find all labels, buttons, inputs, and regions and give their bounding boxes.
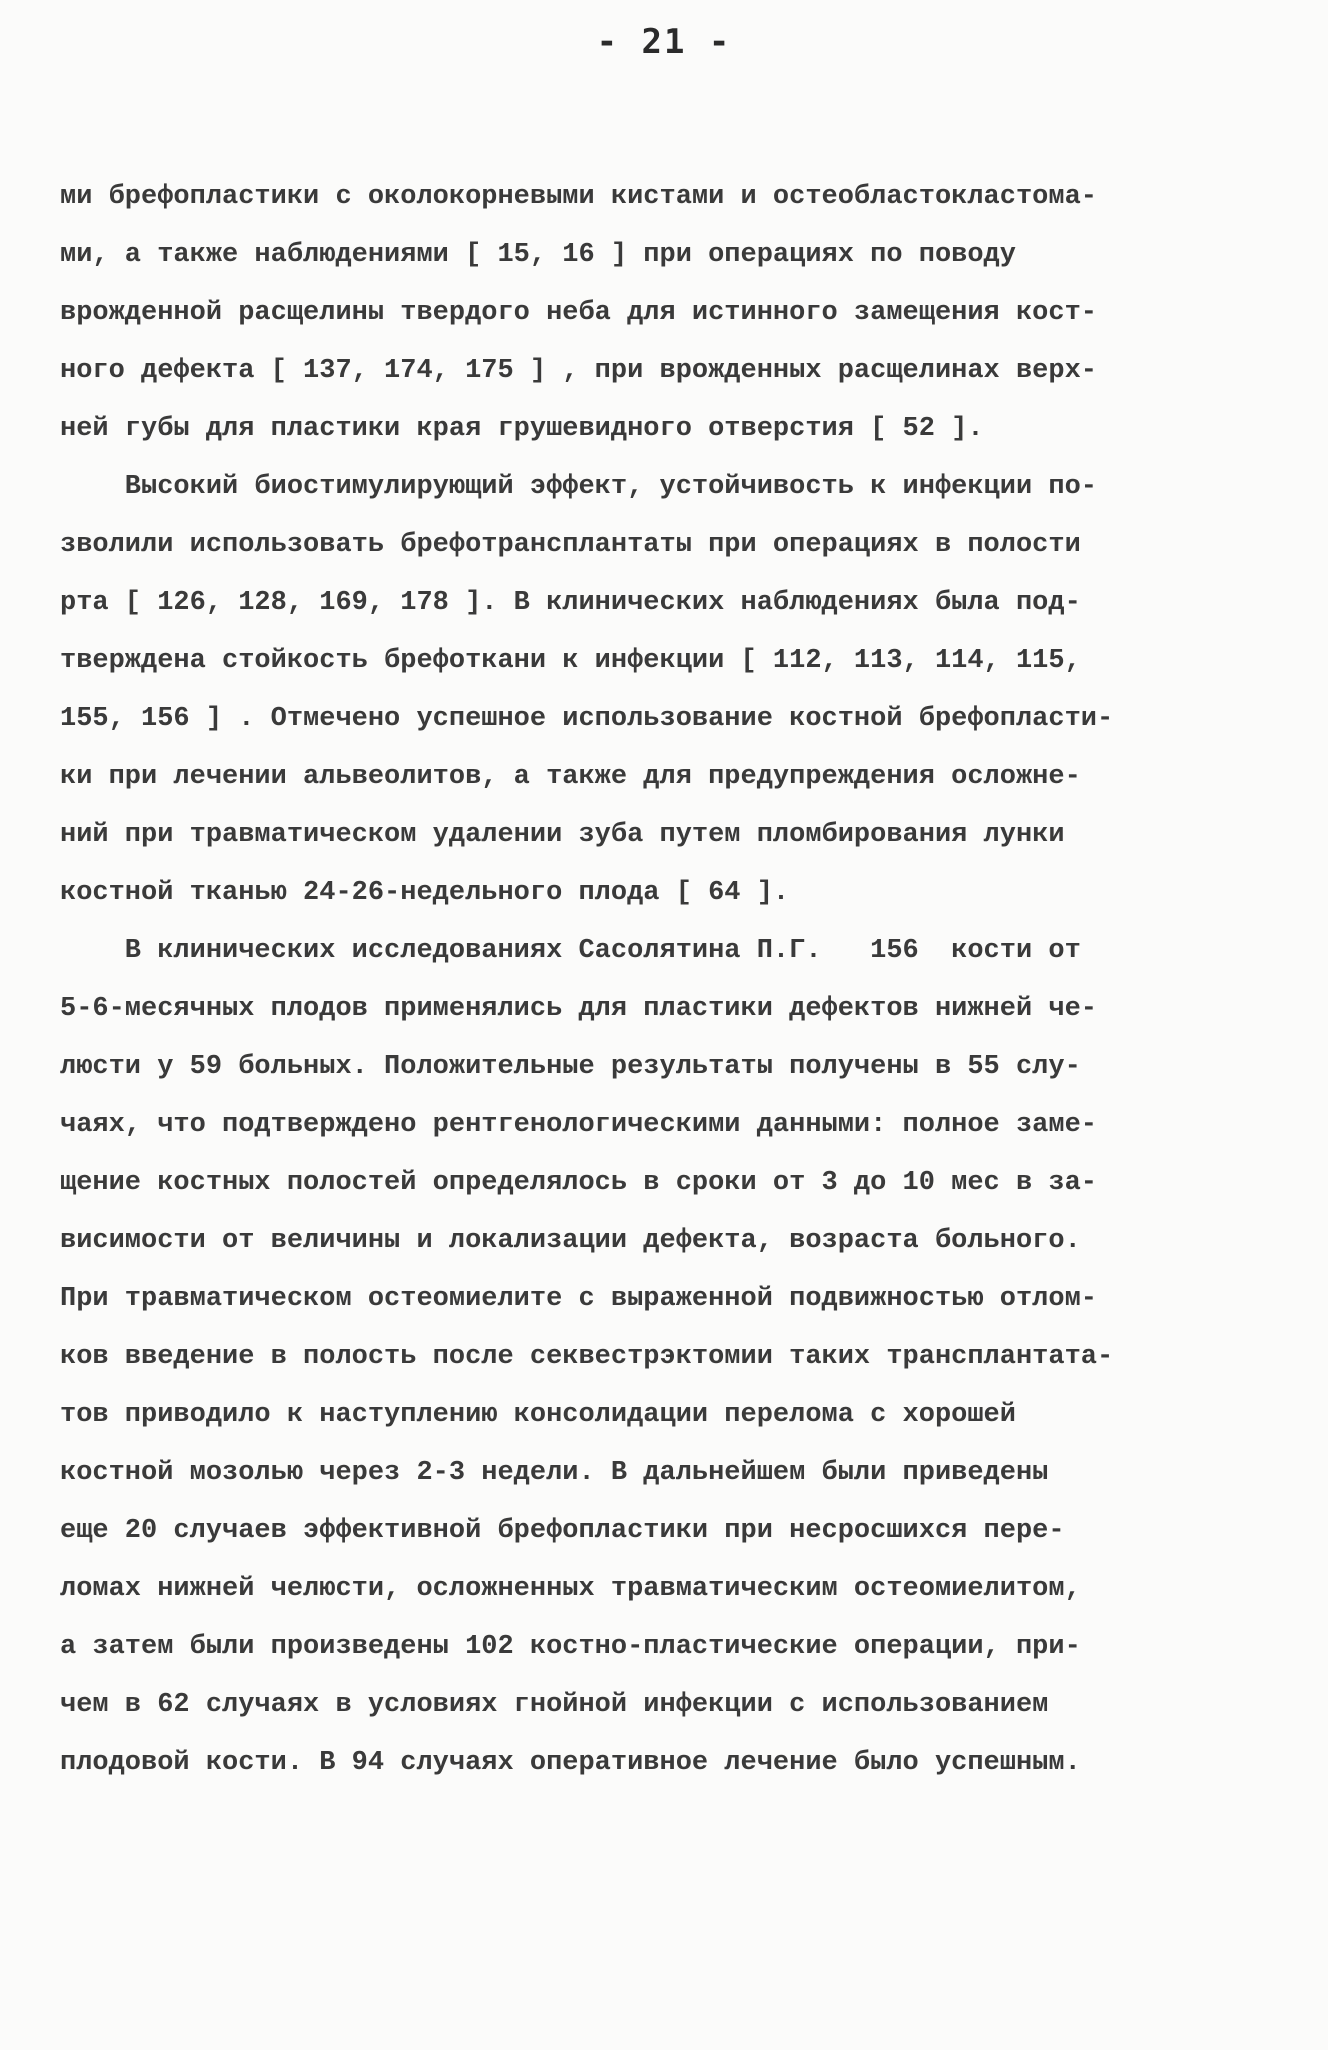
text-line: висимости от величины и локализации дефекта, возраста больного. bbox=[60, 1226, 1081, 1256]
text-line: тов приводило к наступлению консолидации перелома с хорошей bbox=[60, 1400, 1016, 1430]
text-line: ней губы для пластики края грушевидного отверстия [ 52 ]. bbox=[60, 414, 984, 444]
page-number: - 21 - bbox=[596, 22, 732, 62]
text-line: ми, а также наблюдениями [ 15, 16 ] при операциях по поводу bbox=[60, 240, 1016, 270]
text-line: При травматическом остеомиелите с выраженной подвижностью отлом- bbox=[60, 1284, 1097, 1314]
text-line: ний при травматическом удалении зуба путем пломбирования лунки bbox=[60, 820, 1065, 850]
text-line: плодовой кости. В 94 случаях оперативное лечение было успешным. bbox=[60, 1748, 1081, 1778]
text-line: рта [ 126, 128, 169, 178 ]. В клинических наблюдениях была под- bbox=[60, 588, 1081, 618]
text-line: костной мозолью через 2-3 недели. В дальнейшем были приведены bbox=[60, 1458, 1049, 1488]
text-line: В клинических исследованиях Сасолятина П.Г. 156 кости от bbox=[60, 936, 1081, 966]
text-line: ного дефекта [ 137, 174, 175 ] , при врожденных расщелинах верх- bbox=[60, 356, 1097, 386]
text-line: ков введение в полость после секвестрэктомии таких трансплантата- bbox=[60, 1342, 1114, 1372]
text-line: тверждена стойкость брефоткани к инфекции [ 112, 113, 114, 115, bbox=[60, 646, 1081, 676]
text-line: ми брефопластики с околокорневыми кистами и остеобластокластома- bbox=[60, 182, 1097, 212]
text-line: 5-6-месячных плодов применялись для пластики дефектов нижней че- bbox=[60, 994, 1097, 1024]
text-line: ломах нижней челюсти, осложненных травматическим остеомиелитом, bbox=[60, 1574, 1081, 1604]
text-line: чаях, что подтверждено рентгенологическими данными: полное заме- bbox=[60, 1110, 1097, 1140]
text-line: ки при лечении альвеолитов, а также для предупреждения осложне- bbox=[60, 762, 1081, 792]
text-line: костной тканью 24-26-недельного плода [ 64 ]. bbox=[60, 878, 790, 908]
text-line: врожденной расщелины твердого неба для истинного замещения кост- bbox=[60, 298, 1097, 328]
body-text bbox=[60, 168, 1240, 1792]
text-line: зволили использовать брефотрансплантаты при операциях в полости bbox=[60, 530, 1081, 560]
text-line: 155, 156 ] . Отмечено успешное использование костной брефопласти- bbox=[60, 704, 1114, 734]
text-line: а затем были произведены 102 костно-пластические операции, при- bbox=[60, 1632, 1081, 1662]
text-line: чем в 62 случаях в условиях гнойной инфекции с использованием bbox=[60, 1690, 1049, 1720]
text-line: еще 20 случаев эффективной брефопластики при несросшихся пере- bbox=[60, 1516, 1065, 1546]
text-line: люсти у 59 больных. Положительные результаты получены в 55 слу- bbox=[60, 1052, 1081, 1082]
text-line: Высокий биостимулирующий эффект, устойчивость к инфекции по- bbox=[60, 472, 1097, 502]
text-line: щение костных полостей определялось в сроки от 3 до 10 мес в за- bbox=[60, 1168, 1097, 1198]
